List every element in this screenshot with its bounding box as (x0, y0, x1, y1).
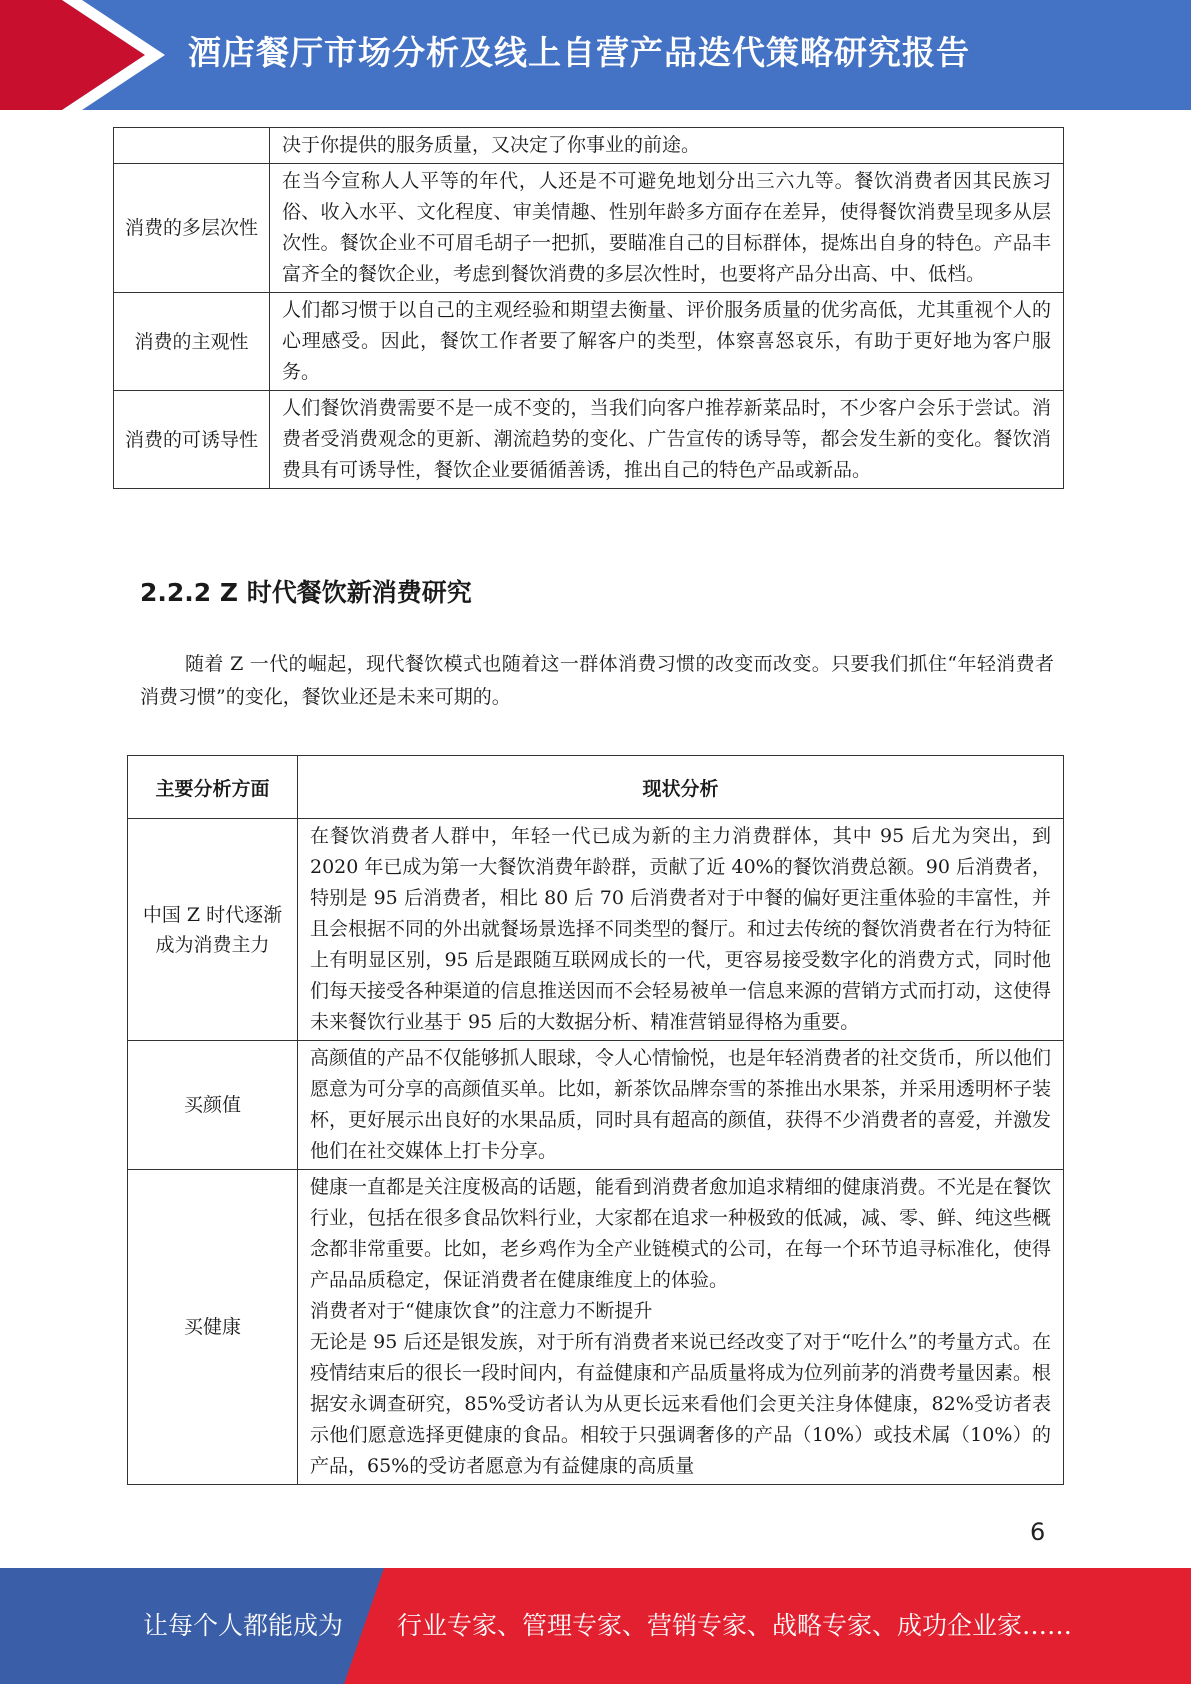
table-row (114, 293, 1064, 391)
row-text: 在餐饮消费者人群中，年轻一代已成为新的主力消费群体，其中 95 后尤为突出，到 2020 年已成为第一大餐饮消费年龄群，贡献了近 40%的餐饮消费总额。90 后消费者，特别是 95 后消费者，相比 80 后 70 后消费者对于中餐的偏好更注重体验的丰富性，并且会根据不同的外出就餐场景选择不同类型的餐厅。和过去传统的餐饮消费者在行为特征上有明显区别，95 后是跟随互联网成长的一代，更容易接受数字化的消费方式，同时他们每天接受各种渠道的信息推送因而不会轻易被单一信息来源的营销方式而打动，这使得未来餐饮行业基于 95 后的大数据分析、精准营销显得格为重要。 (298, 819, 1064, 1041)
row-text-subheading: 消费者对于“健康饮食”的注意力不断提升 (310, 1300, 653, 1322)
table-row (128, 819, 1064, 1041)
row-label (114, 128, 270, 164)
column-header: 主要分析方面 (128, 756, 298, 819)
row-label: 消费的主观性 (114, 293, 270, 391)
table-row (114, 164, 1064, 293)
table-header-row (128, 756, 1064, 819)
row-label: 消费的多层次性 (114, 164, 270, 293)
page-footer (0, 1568, 1191, 1684)
row-text: 在当今宣称人人平等的年代，人还是不可避免地划分出三六九等。餐饮消费者因其民族习俗、收入水平、文化程度、审美情趣、性别年龄多方面存在差异，使得餐饮消费呈现多从层次性。餐饮企业不可眉毛胡子一把抓，要瞄准自己的目标群体，提炼出自身的特色。产品丰富齐全的餐饮企业，考虑到餐饮消费的多层次性时，也要将产品分出高、中、低档。 (270, 164, 1064, 293)
section-heading: 2.2.2 Z 时代餐饮新消费研究 (140, 578, 472, 607)
gen-z-analysis-table (127, 755, 1064, 1485)
table-row (128, 1170, 1064, 1485)
row-text: 人们都习惯于以自己的主观经验和期望去衡量、评价服务质量的优劣高低，尤其重视个人的心理感受。因此，餐饮工作者要了解客户的类型，体察喜怒哀乐，有助于更好地为客户服务。 (270, 293, 1064, 391)
row-label: 消费的可诱导性 (114, 391, 270, 489)
footer-slogan-lead: 让每个人都能成为 (143, 1611, 344, 1640)
row-text-group (298, 1170, 1064, 1485)
row-text: 无论是 95 后还是银发族，对于所有消费者来说已经改变了对于“吃什么”的考量方式。在疫情结束后的很长一段时间内，有益健康和产品质量将成为位列前茅的消费考量因素。根据安永调查研究，85%受访者认为从更长远来看他们会更关注身体健康，82%受访者表示他们愿意选择更健康的食品。相较于只强调奢侈的产品（10%）或技术属（10%）的产品，65%的受访者愿意为有益健康的高质量 (310, 1331, 1052, 1477)
footer-slogan-tagline: 行业专家、管理专家、营销专家、战略专家、成功企业家…… (397, 1611, 1073, 1640)
row-label: 中国 Z 时代逐渐成为消费主力 (128, 819, 298, 1041)
row-text: 高颜值的产品不仅能够抓人眼球，令人心情愉悦，也是年轻消费者的社交货币，所以他们愿意为可分享的高颜值买单。比如，新茶饮品牌奈雪的茶推出水果茶，并采用透明杯子装杯，更好展示出良好的水果品质，同时具有超高的颜值，获得不少消费者的喜爱，并激发他们在社交媒体上打卡分享。 (298, 1041, 1064, 1170)
page-header (0, 0, 1191, 110)
consumption-traits-table (113, 127, 1064, 489)
row-text: 人们餐饮消费需要不是一成不变的，当我们向客户推荐新菜品时，不少客户会乐于尝试。消费者受消费观念的更新、潮流趋势的变化、广告宣传的诱导等，都会发生新的变化。餐饮消费具有可诱导性，餐饮企业要循循善诱，推出自己的特色产品或新品。 (270, 391, 1064, 489)
row-text: 决于你提供的服务质量，又决定了你事业的前途。 (270, 128, 1064, 164)
page-number: 6 (1030, 1518, 1046, 1546)
row-text: 健康一直都是关注度极高的话题，能看到消费者愈加追求精细的健康消费。不光是在餐饮行业，包括在很多食品饮料行业，大家都在追求一种极致的低减，减、零、鲜、纯这些概念都非常重要。比如，老乡鸡作为全产业链模式的公司，在每一个环节追寻标准化，使得产品品质稳定，保证消费者在健康维度上的体验。 (310, 1176, 1052, 1291)
table-row (114, 391, 1064, 489)
row-label: 买健康 (128, 1170, 298, 1485)
section-paragraph: 随着 Z 一代的崛起，现代餐饮模式也随着这一群体消费习惯的改变而改变。只要我们抓住“年轻消费者消费习惯”的变化，餐饮业还是未来可期的。 (140, 653, 1054, 708)
row-label: 买颜值 (128, 1041, 298, 1170)
report-title: 酒店餐厅市场分析及线上自营产品迭代策略研究报告 (188, 33, 970, 72)
table-row (128, 1041, 1064, 1170)
column-header: 现状分析 (298, 756, 1064, 819)
table-row (114, 128, 1064, 164)
